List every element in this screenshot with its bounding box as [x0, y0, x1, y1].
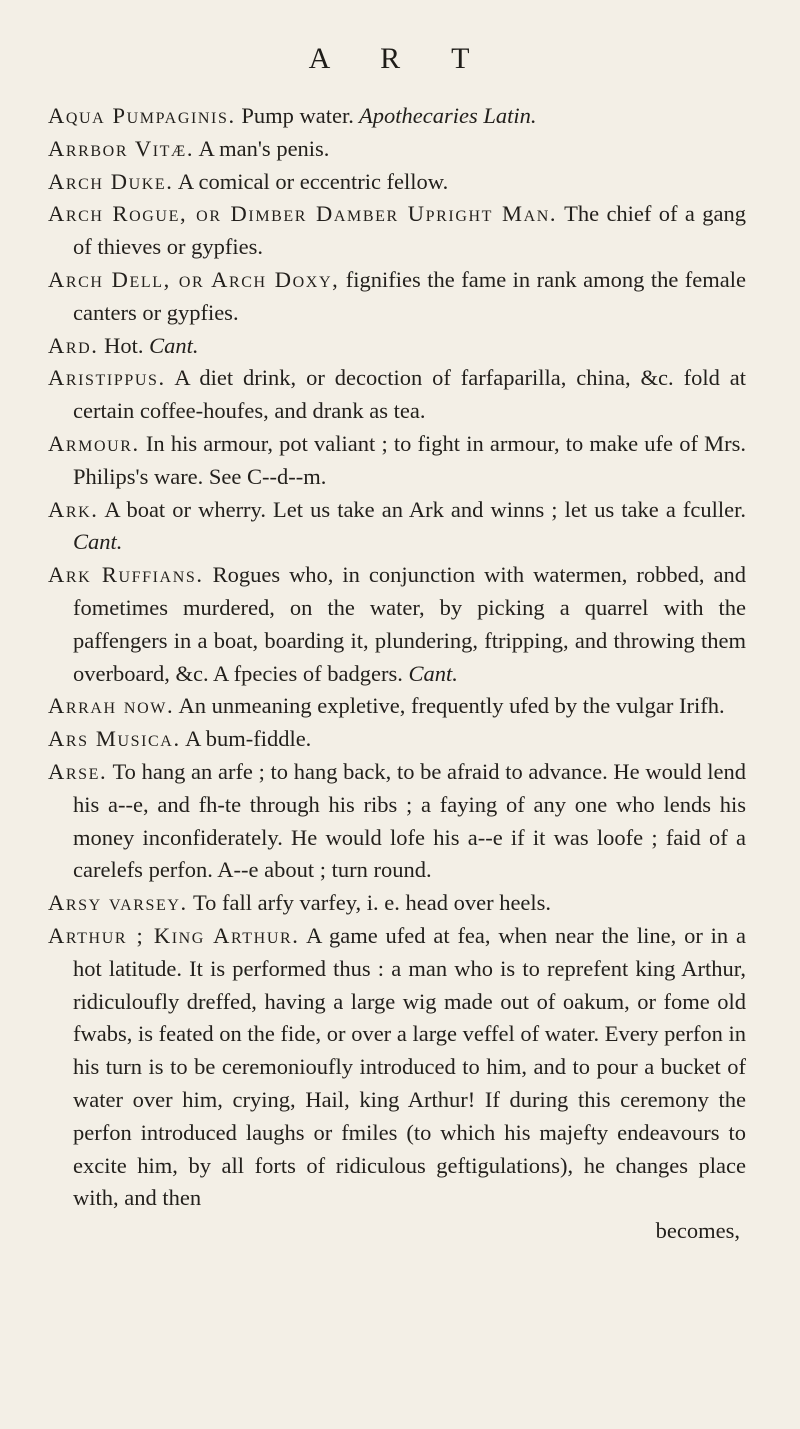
entry-headword: Arch Dell, or Arch Doxy,	[48, 266, 340, 292]
entry-source: Cant.	[73, 529, 123, 555]
entry-definition: Pump water.	[235, 103, 354, 128]
entry-definition: An unmeaning expletive, frequently ufed by the vulgar Irifh.	[174, 693, 725, 719]
entry-source: Cant.	[402, 660, 458, 686]
dictionary-entry	[48, 264, 746, 330]
entry-headword: Ark.	[48, 496, 99, 522]
dictionary-entry	[48, 362, 746, 428]
entry-definition: Hot.	[98, 332, 144, 358]
dictionary-entry	[48, 559, 746, 690]
entry-headword: Aqua Pumpaginis.	[48, 103, 236, 128]
entry-definition: The chief of a gang of thieves or gypfies.	[73, 201, 746, 260]
entry-headword: Ard.	[48, 332, 99, 358]
entry-headword: Armour.	[48, 430, 140, 456]
entry-definition: fignifies the fame in rank among the female canters or gypfies.	[73, 266, 746, 325]
entry-definition: A diet drink, or decoction of farfaparilla, china, &c. fold at certain coffee-houfes, and drank as tea.	[73, 365, 746, 424]
entry-definition: A man's penis.	[194, 135, 330, 161]
entry-definition: A game ufed at fea, when near the line, or in a hot latitude. It is performed thus : a man who is to reprefent king Arthur, ridiculoufly dreffed, having a large wig made out of oakum, or fome old fwabs, is feated on the fide, or over a large veffel of water. Every perfon in his turn is to be ceremonioufly introduced to him, and to pour a bucket of water over him, crying, Hail, king Arthur! If during this ceremony the perfon introduced laughs or fmiles (to which his majefty endeavours to excite him, by all forts of ridiculous geftigulations), he changes place with, and then	[73, 922, 746, 1211]
entry-headword: Arrah now.	[48, 693, 175, 719]
dictionary-entry	[48, 756, 746, 887]
entry-source: Cant.	[143, 332, 199, 358]
dictionary-entry	[48, 198, 746, 264]
dictionary-entry	[48, 330, 746, 363]
entry-headword: Ars Musica.	[48, 726, 181, 752]
entry-headword: Arch Rogue, or Dimber Damber Upright Man.	[48, 201, 558, 227]
entry-definition: To hang an arfe ; to hang back, to be afraid to advance. He would lend his a--e, and fh-te through his ribs ; a faying of any one who lends his money inconfiderately. He would lofe his a--e if it was loofe ; faid of a carelefs perfon. A--e about ; turn round.	[73, 758, 746, 883]
dictionary-entry	[48, 887, 746, 920]
entry-definition: A comical or eccentric fellow.	[173, 168, 449, 194]
dictionary-entry	[48, 690, 746, 723]
entry-source: Apothecaries Latin.	[353, 103, 537, 128]
catchword: becomes,	[655, 1218, 740, 1244]
entry-list	[48, 100, 746, 1215]
entry-headword: Aristippus.	[48, 365, 166, 391]
dictionary-entry	[48, 494, 746, 560]
entry-definition: A bum-fiddle.	[180, 726, 312, 752]
dictionary-entry	[48, 723, 746, 756]
dictionary-entry	[48, 428, 746, 494]
entry-definition: To fall arfy varfey, i. e. head over heels.	[187, 890, 552, 916]
entry-headword: Ark Ruffians.	[48, 562, 204, 588]
dictionary-entry	[48, 133, 746, 166]
running-head: A R T	[308, 42, 492, 75]
entry-definition: Rogues who, in conjunction with watermen, robbed, and fometimes murdered, on the water, by picking a quarrel with the paffengers in a boat, boarding it, plundering, ftripping, and throwing them overboard, &c. A fpecies of badgers.	[73, 562, 746, 686]
entry-headword: Arse.	[48, 758, 108, 784]
entry-headword: Arrbor Vitæ.	[48, 135, 195, 161]
entry-definition: In his armour, pot valiant ; to fight in armour, to make ufe of Mrs. Philips's ware. See C--d--m.	[73, 430, 746, 489]
entry-headword: Arthur ; King Arthur.	[48, 922, 300, 948]
dictionary-entry	[48, 166, 746, 199]
entry-headword: Arch Duke.	[48, 168, 174, 194]
entry-headword: Arsy varsey.	[48, 890, 188, 916]
dictionary-entry	[48, 920, 746, 1215]
dictionary-entry	[48, 100, 746, 133]
entry-definition: A boat or wherry. Let us take an Ark and winns ; let us take a fculler.	[98, 496, 746, 522]
